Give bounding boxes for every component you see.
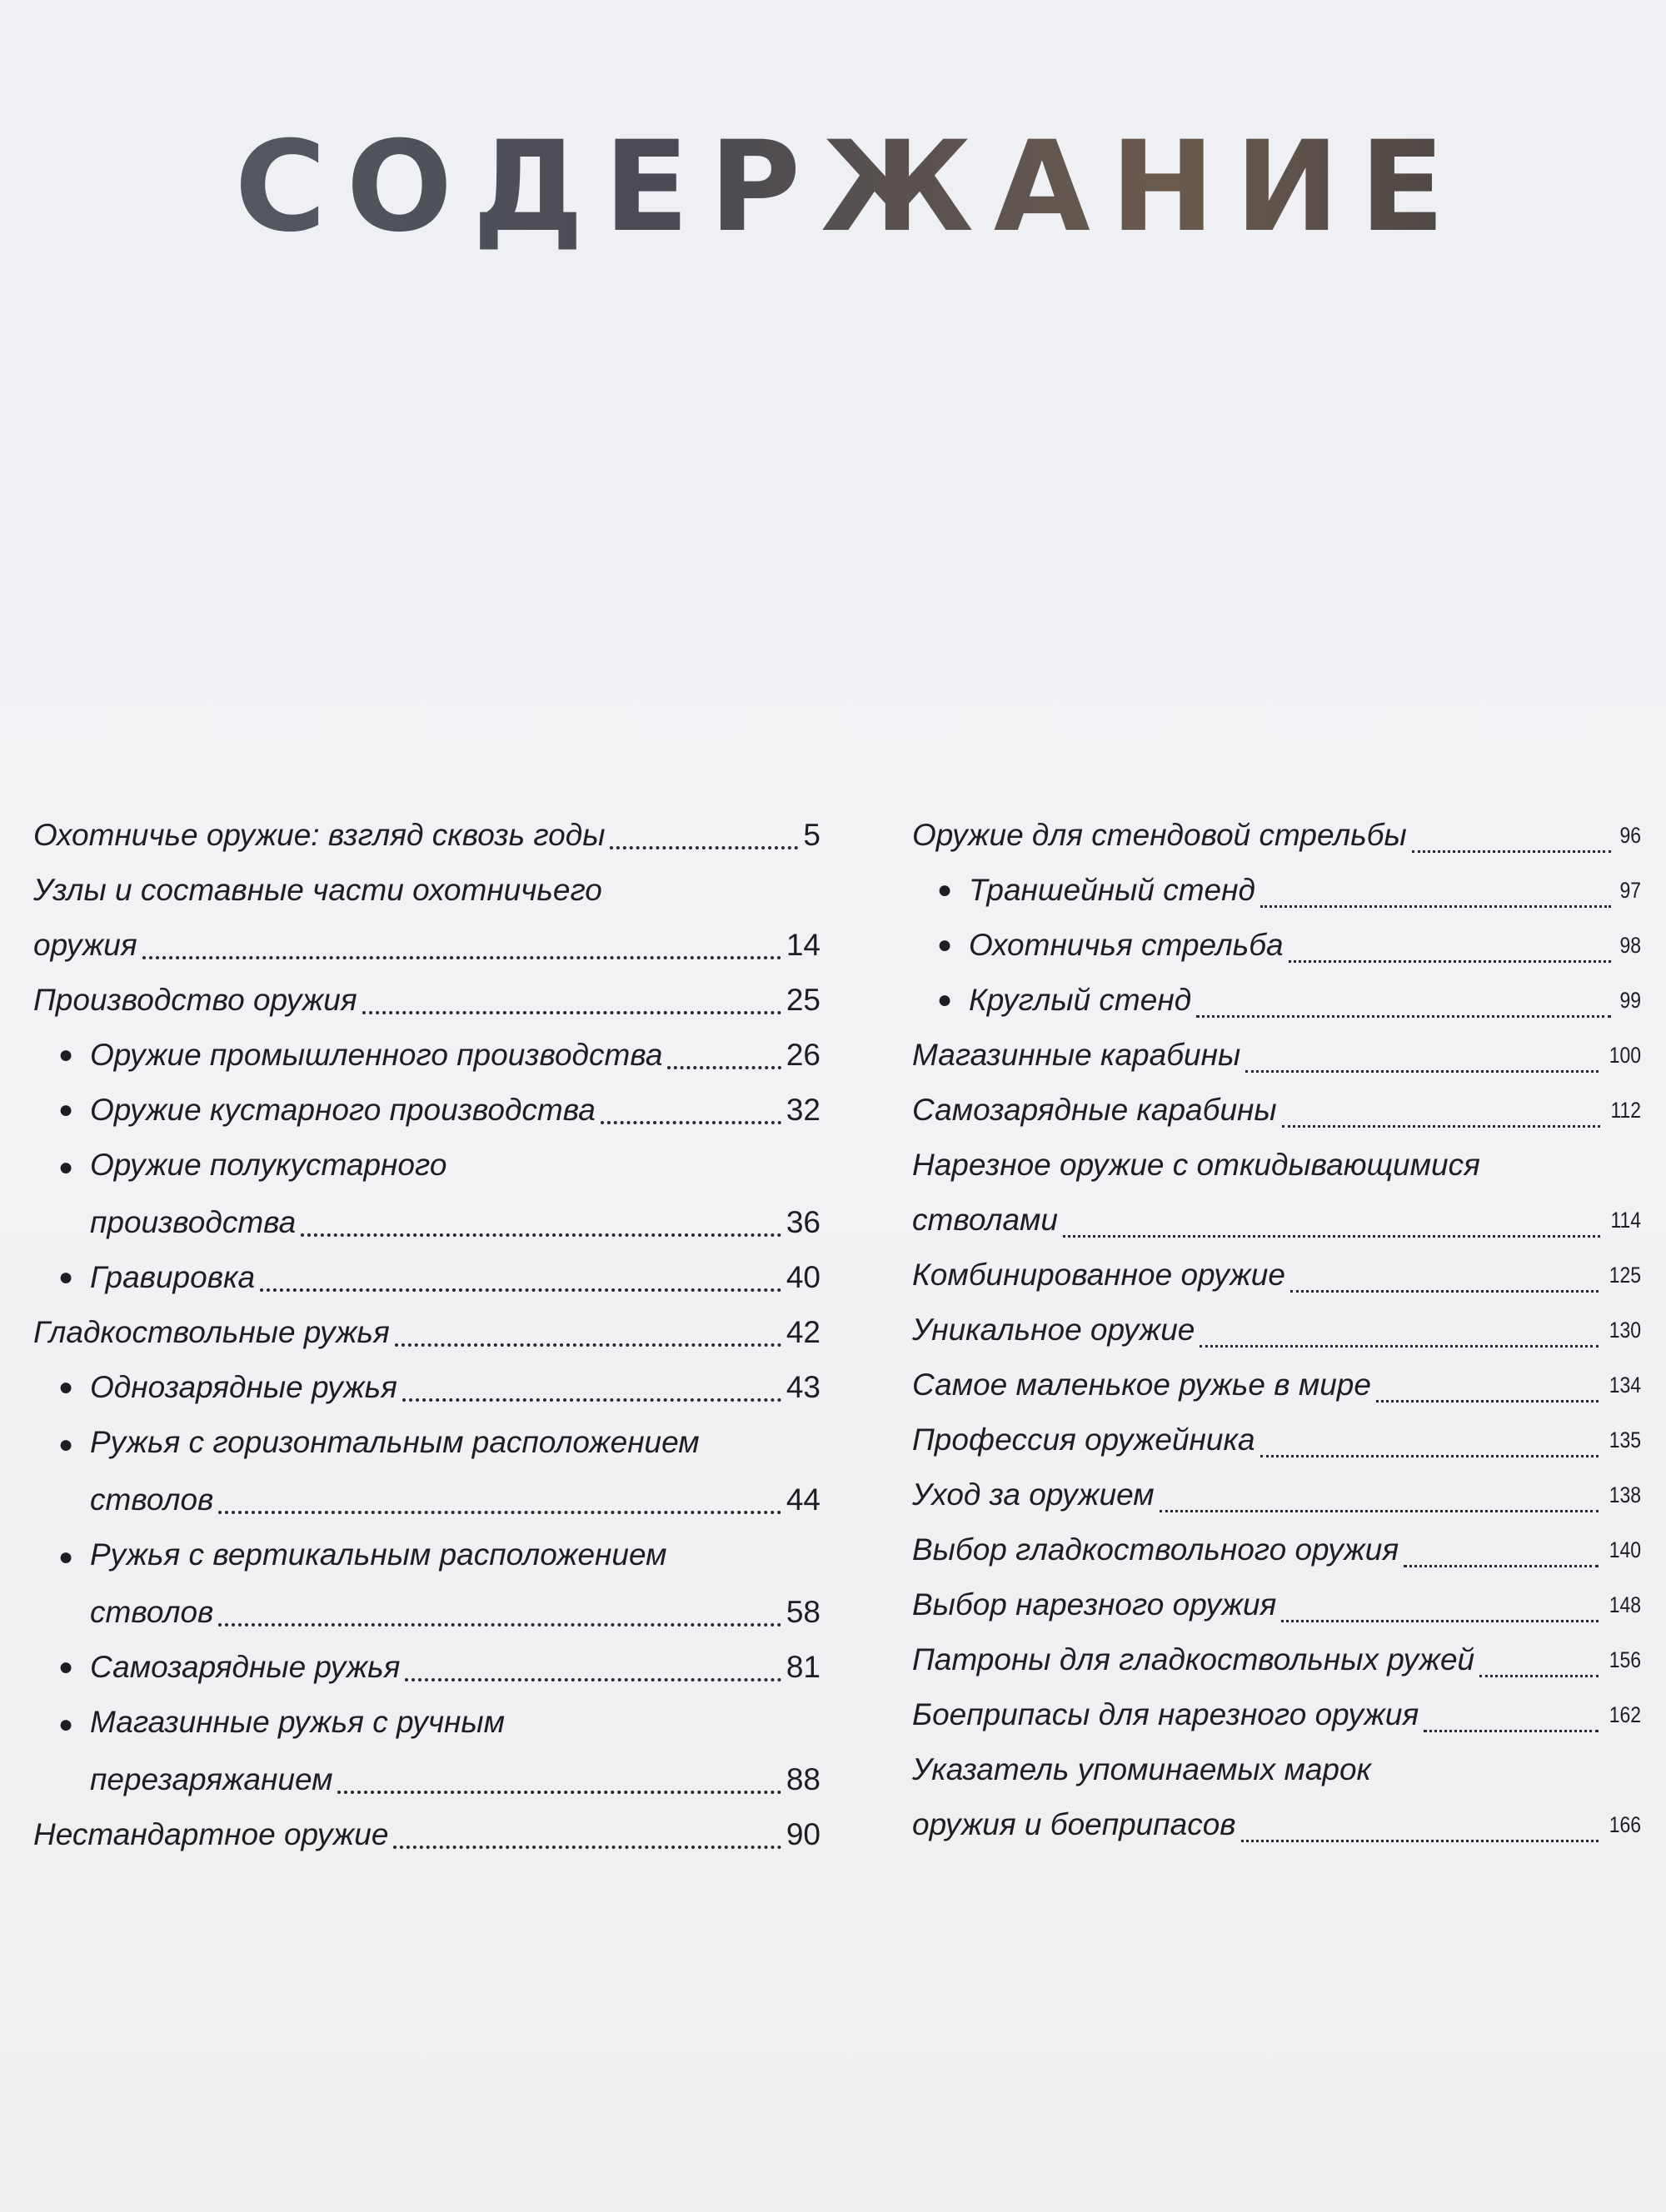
toc-page-number: 97	[1619, 878, 1641, 903]
toc-right-column	[912, 808, 1641, 1852]
toc-entry[interactable]	[33, 1305, 821, 1360]
toc-entry-title-cont: оружия	[33, 928, 137, 962]
leader-dots	[1200, 1345, 1599, 1348]
toc-entry[interactable]	[912, 1412, 1641, 1467]
toc-entry-title: Траншейный стенд	[969, 873, 1255, 907]
toc-subentry[interactable]	[33, 1028, 821, 1083]
leader-dots	[1160, 1510, 1599, 1512]
leader-dots	[218, 1511, 781, 1514]
toc-entry[interactable]	[33, 863, 821, 973]
toc-entry[interactable]	[912, 1138, 1641, 1248]
toc-subentry[interactable]	[33, 1250, 821, 1305]
toc-entry-title: Узлы и составные части охотничьего	[33, 873, 602, 907]
bullet-icon: ●	[58, 1431, 74, 1458]
toc-page-number: 98	[1619, 933, 1641, 958]
toc-page-number: 156	[1609, 1647, 1641, 1672]
leader-dots	[402, 1398, 781, 1402]
leader-dots	[610, 846, 798, 849]
toc-entry-title: Гравировка	[90, 1260, 256, 1294]
toc-entry-title: Охотничье оружие: взгляд сквозь годы	[33, 818, 606, 852]
toc-entry-title: Указатель упоминаемых марок	[912, 1752, 1372, 1786]
toc-page-number: 125	[1609, 1263, 1641, 1288]
toc-page-number: 134	[1609, 1373, 1641, 1397]
toc-entry-title: Оружие для стендовой стрельбы	[912, 818, 1407, 852]
toc-page-number: 130	[1609, 1318, 1641, 1343]
leader-dots	[1282, 1125, 1600, 1128]
toc-entry-title: Боеприпасы для нарезного оружия	[912, 1697, 1419, 1731]
toc-page-number: 88	[786, 1762, 821, 1796]
toc-entry-title: Оружие кустарного производства	[90, 1093, 596, 1127]
toc-page-number: 90	[786, 1817, 821, 1851]
toc-page-number: 5	[803, 818, 821, 852]
toc-page-number: 100	[1609, 1043, 1641, 1068]
toc-page-number: 135	[1609, 1427, 1641, 1452]
toc-subentry[interactable]	[33, 1083, 821, 1138]
leader-dots	[1290, 1290, 1599, 1293]
toc-entry-title: Магазинные ружья с ручным	[90, 1705, 505, 1739]
toc-entry-title: Профессия оружейника	[912, 1422, 1255, 1457]
toc-entry-title: Нарезное оружие с откидывающимися	[912, 1148, 1480, 1182]
toc-entry-title: Уход за оружием	[912, 1477, 1155, 1512]
toc-entry[interactable]	[912, 1687, 1641, 1742]
toc-entry[interactable]	[912, 1742, 1641, 1852]
toc-page-number: 140	[1609, 1537, 1641, 1562]
toc-subentry[interactable]	[912, 973, 1641, 1028]
toc-page-number: 81	[786, 1650, 821, 1684]
toc-subentry[interactable]	[33, 1138, 821, 1250]
leader-dots	[1412, 850, 1611, 853]
toc-entry-title: Ружья с горизонтальным расположением	[90, 1425, 700, 1459]
toc-entry-title: Круглый стенд	[969, 983, 1192, 1017]
toc-entry[interactable]	[33, 973, 821, 1028]
toc-page-number: 32	[786, 1093, 821, 1127]
toc-entry-title: Самозарядные ружья	[90, 1650, 401, 1684]
toc-entry[interactable]	[912, 1522, 1641, 1577]
toc-entry-title: Патроны для гладкоствольных ружей	[912, 1642, 1475, 1676]
leader-dots	[218, 1623, 781, 1627]
toc-entry[interactable]	[912, 808, 1641, 863]
bullet-icon: ●	[58, 1373, 74, 1401]
leader-dots	[337, 1791, 781, 1794]
toc-entry[interactable]	[912, 1632, 1641, 1687]
toc-subentry[interactable]	[33, 1527, 821, 1640]
bullet-icon: ●	[937, 876, 953, 904]
toc-subentry[interactable]	[33, 1415, 821, 1527]
toc-page-number: 112	[1610, 1098, 1641, 1123]
toc-entry[interactable]	[912, 1467, 1641, 1522]
toc-entry-title: Нестандартное оружие	[33, 1817, 389, 1851]
leader-dots	[1245, 1070, 1599, 1073]
toc-subentry[interactable]	[912, 863, 1641, 918]
toc-page-number: 26	[786, 1038, 821, 1072]
toc-page-number: 36	[786, 1205, 821, 1239]
toc-page-number: 166	[1609, 1812, 1641, 1837]
toc-page-number: 162	[1609, 1702, 1641, 1727]
leader-dots	[142, 956, 781, 959]
toc-page-number: 114	[1610, 1208, 1641, 1233]
leader-dots	[1376, 1400, 1599, 1402]
leader-dots	[1063, 1235, 1600, 1238]
leader-dots	[1281, 1620, 1599, 1622]
toc-subentry[interactable]	[33, 1640, 821, 1695]
toc-entry[interactable]	[912, 1248, 1641, 1303]
bullet-icon: ●	[58, 1096, 74, 1123]
toc-page-number: 148	[1609, 1592, 1641, 1617]
toc-page-number: 96	[1619, 823, 1641, 848]
bullet-icon: ●	[58, 1263, 74, 1291]
bullet-icon: ●	[58, 1653, 74, 1681]
toc-entry[interactable]	[912, 1358, 1641, 1412]
toc-page-number: 25	[786, 983, 821, 1017]
leader-dots	[260, 1288, 781, 1292]
leader-dots	[601, 1121, 781, 1124]
toc-entry-title-cont: стволов	[90, 1482, 214, 1517]
toc-entry-title: Уникальное оружие	[912, 1313, 1195, 1347]
leader-dots	[1479, 1675, 1599, 1677]
leader-dots	[1260, 905, 1611, 908]
toc-entry-title-cont: оружия и боеприпасов	[912, 1807, 1236, 1841]
toc-entry-title: Охотничья стрельба	[969, 928, 1284, 962]
toc-subentry[interactable]	[912, 918, 1641, 973]
toc-entry-title-cont: стволов	[90, 1595, 214, 1629]
toc-entry-title-cont: производства	[90, 1205, 297, 1239]
bullet-icon: ●	[937, 986, 953, 1014]
leader-dots	[667, 1066, 781, 1069]
toc-page-number: 44	[786, 1482, 821, 1517]
toc-entry[interactable]	[912, 1083, 1641, 1138]
toc-entry[interactable]	[33, 1807, 821, 1862]
bullet-icon: ●	[58, 1543, 74, 1571]
bullet-icon: ●	[937, 931, 953, 959]
bullet-icon: ●	[58, 1153, 74, 1181]
toc-entry-title: Гладкоствольные ружья	[33, 1315, 390, 1349]
toc-entry-title: Оружие полукустарного	[90, 1148, 447, 1182]
leader-dots	[395, 1343, 781, 1347]
toc-page-number: 99	[1619, 988, 1641, 1013]
bullet-icon: ●	[58, 1711, 74, 1738]
toc-entry-title: Самозарядные карабины	[912, 1093, 1277, 1127]
toc-entry-title: Магазинные карабины	[912, 1038, 1241, 1072]
toc-page-number: 58	[786, 1595, 821, 1629]
toc-page-number: 42	[786, 1315, 821, 1349]
toc-entry-title: Выбор нарезного оружия	[912, 1587, 1277, 1622]
leader-dots	[1260, 1455, 1599, 1457]
toc-entry[interactable]	[33, 808, 821, 863]
toc-subentry[interactable]	[33, 1360, 821, 1415]
toc-entry[interactable]	[912, 1028, 1641, 1083]
toc-entry-title: Оружие промышленного производства	[90, 1038, 663, 1072]
leader-dots	[1424, 1730, 1599, 1732]
toc-entry-title-cont: перезаряжанием	[90, 1762, 333, 1796]
toc-entry[interactable]	[912, 1303, 1641, 1358]
leader-dots	[405, 1678, 781, 1681]
toc-entry-title: Самое маленькое ружье в мире	[912, 1368, 1371, 1402]
toc-entry-title: Ружья с вертикальным расположением	[90, 1537, 667, 1572]
leader-dots	[1289, 960, 1611, 963]
leader-dots	[362, 1011, 781, 1014]
toc-entry[interactable]	[912, 1577, 1641, 1632]
leader-dots	[393, 1846, 781, 1849]
toc-entry-title: Производство оружия	[33, 983, 357, 1017]
toc-entry-title: Комбинированное оружие	[912, 1258, 1285, 1292]
leader-dots	[301, 1233, 781, 1237]
toc-entry-title-cont: стволами	[912, 1203, 1058, 1237]
toc-page-number: 40	[786, 1260, 821, 1294]
toc-page-number: 138	[1609, 1482, 1641, 1507]
toc-page-number: 14	[786, 928, 821, 962]
leader-dots	[1404, 1565, 1599, 1567]
toc-left-column	[33, 808, 821, 1862]
toc-entry-title: Однозарядные ружья	[90, 1370, 397, 1404]
leader-dots	[1196, 1015, 1611, 1018]
page-title: СОДЕРЖАНИЕ	[0, 125, 1666, 250]
leader-dots	[1241, 1840, 1599, 1842]
toc-entry-title: Выбор гладкоствольного оружия	[912, 1532, 1399, 1567]
toc-subentry[interactable]	[33, 1695, 821, 1807]
bullet-icon: ●	[58, 1041, 74, 1069]
toc-page-number: 43	[786, 1370, 821, 1404]
